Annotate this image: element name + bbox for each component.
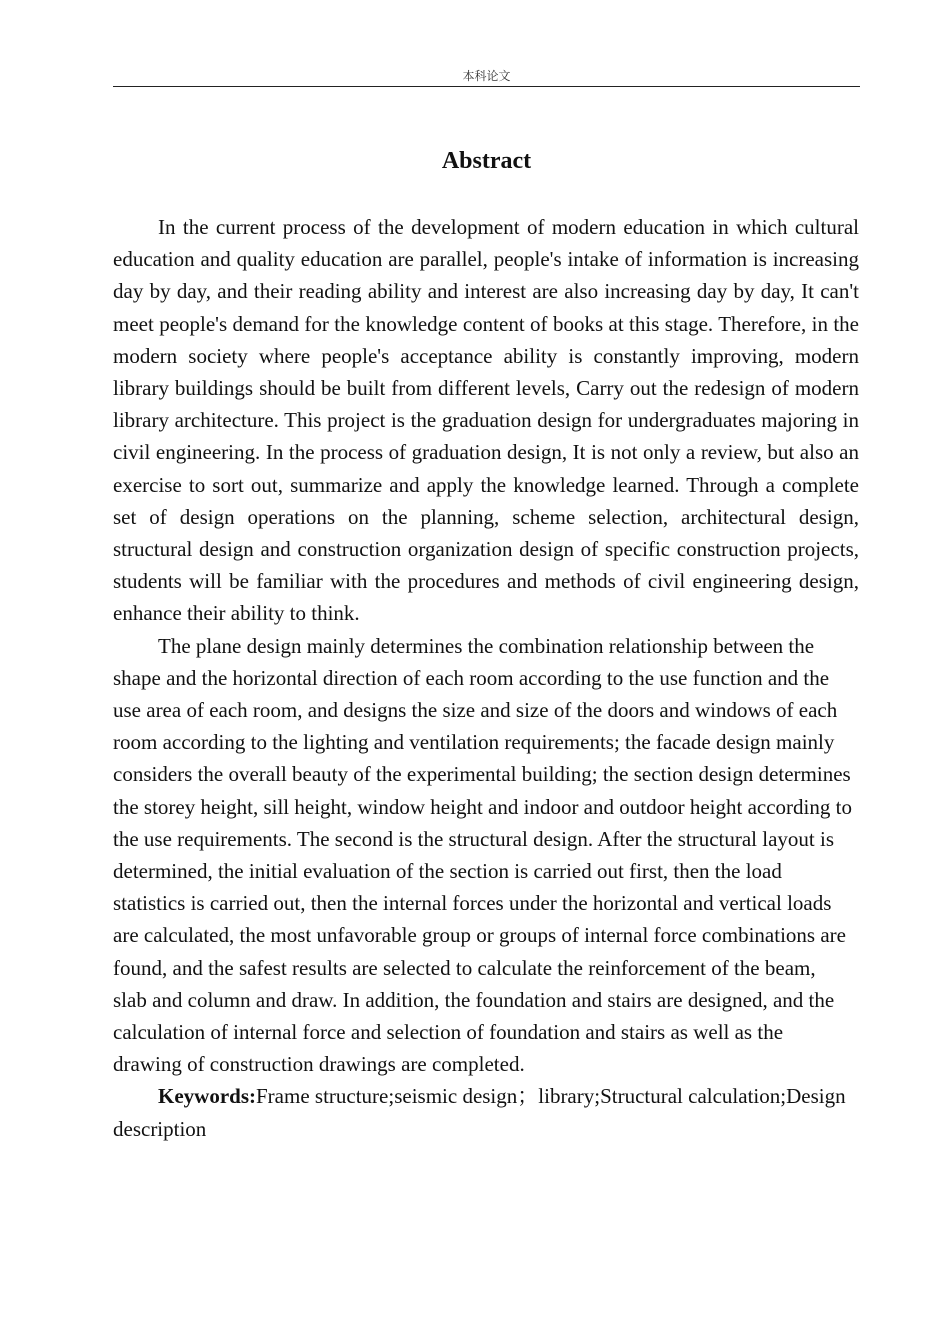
keywords-text: Frame structure;seismic design；library;Structural calculation;Design description xyxy=(113,1084,846,1141)
abstract-body xyxy=(113,211,859,1145)
header-text: 本科论文 xyxy=(462,69,511,83)
abstract-paragraph-1: In the current process of the development of modern education in which cultural education and quality education are parallel, people's intake of information is increasing day by day, and their reading ability and interest are also increasing day by day, It can't meet people's demand for the knowledge content of books at this stage. Therefore, in the modern society where people's acceptance ability is constantly improving, modern library buildings should be built from different levels, Carry out the redesign of modern library architecture. This project is the graduation design for undergraduates majoring in civil engineering. In the process of graduation design, It is not only a review, but also an exercise to sort out, summarize and apply the knowledge learned. Through a complete set of design operations on the planning, scheme selection, architectural design, structural design and construction organization design of specific construction projects, students will be familiar with the procedures and methods of civil engineering design, enhance their ability to think. xyxy=(113,215,859,626)
abstract-paragraph-2: The plane design mainly determines the combination relationship between the shape and the horizontal direction of each room according to the use function and the use area of each room, and designs the size and size of the doors and windows of each room according to the lighting and ventilation requirements; the facade design mainly considers the overall beauty of the experimental building; the section design determines the storey height, sill height, window height and indoor and outdoor height according to the use requirements. The second is the structural design. After the structural layout is determined, the initial evaluation of the section is carried out first, then the load statistics is carried out, then the internal forces under the horizontal and vertical loads are calculated, the most unfavorable group or groups of internal force combinations are found, and the safest results are selected to calculate the reinforcement of the beam, slab and column and draw. In addition, the foundation and stairs are designed, and the calculation of internal force and selection of foundation and stairs as well as the drawing of construction drawings are completed. xyxy=(113,633,852,1077)
keywords-label: Keywords: xyxy=(158,1084,256,1109)
keywords-line xyxy=(113,1080,853,1144)
page-header xyxy=(113,66,860,87)
abstract-title: Abstract xyxy=(441,148,532,174)
